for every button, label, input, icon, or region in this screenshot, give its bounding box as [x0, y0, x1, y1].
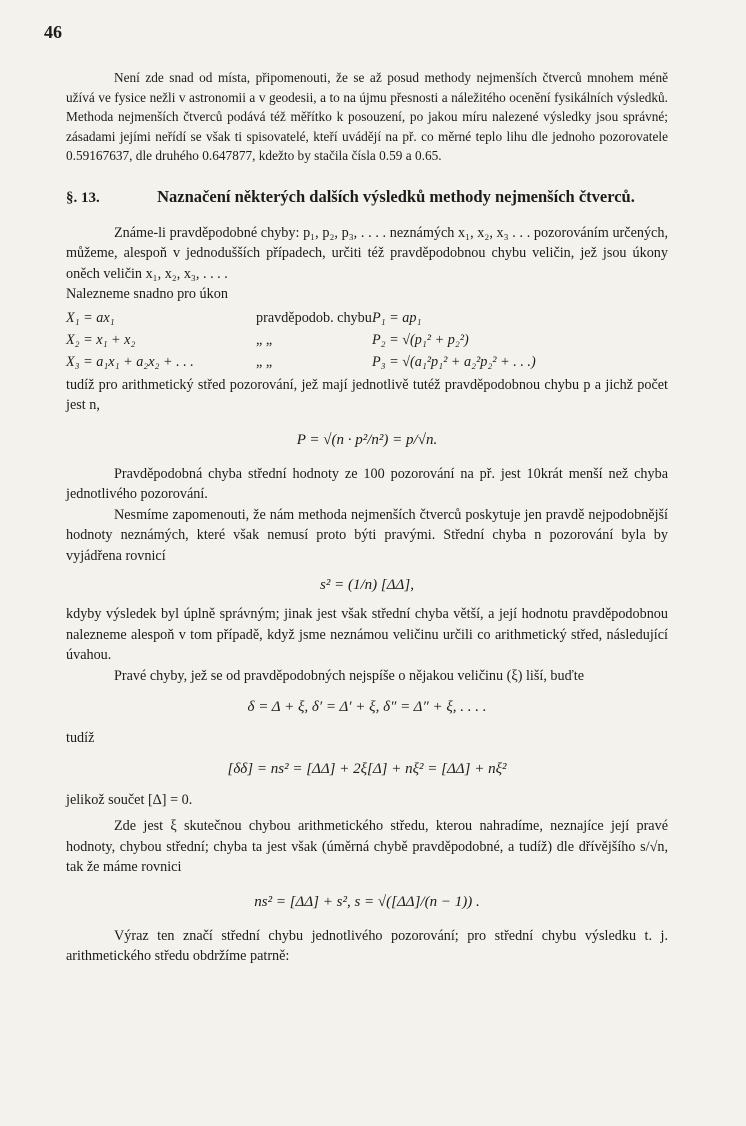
formula-P: P = √(n · p²/n²) = p/√n. [296, 431, 438, 448]
row-label: „ „ [256, 353, 273, 370]
error-expression: P₁ = ap₁ [372, 309, 422, 326]
function-expression: X₂ = x₁ + x₂ [66, 331, 136, 348]
table-row [66, 329, 668, 351]
formula-delta: δ = Δ + ξ, δ′ = Δ′ + ξ, δ″ = Δ″ + ξ, . . . . [247, 699, 487, 716]
formula-final: ns² = [ΔΔ] + s², s = √([ΔΔ]/(n − 1)) . [254, 893, 480, 910]
intro-paragraph: Není zde snad od místa, připomenouti, že se až posud methody nejmenších čtverců mnohem méně užívá ve fysice nežli v astronomii a v geodesii, a to na újmu přesnosti a náležitého ocenění fysikálních výsledků. Methoda nejmenších čtverců podává též měřítko k posouzení, po jakou míru nalezené výsledky jsou správné; zásadami jejími neřídí se však ti spisovatelé, kteří uvádějí na př. co měrné teplo lihu dle jednoho pozorovatele 0.59167637, dle druhého 0.647877, kdežto by stačila čísla 0.59 a 0.65. [66, 70, 668, 164]
paragraph-true-errors: Pravé chyby, jež se od pravděpodobných nejspíše o nějakou veličinu (ξ) liší, buďte [114, 667, 585, 684]
formula-s-squared: s² = (1/n) [ΔΔ], [320, 577, 414, 594]
paragraph-if: kdyby výsledek byl úplně správným; jinak jest však střední chyba větší, a její hodnotu pravděpodobnou nalezneme alespoň v tom případě, když jsme neznámou veličinu určili co arithmetický střed, následující úvahou. [66, 606, 668, 664]
page-number: 46 [44, 22, 62, 42]
section-heading [66, 186, 668, 209]
paragraph-forget: Nesmíme zapomenouti, že nám methoda nejmenších čtverců poskytuje jen pravdě nejpodobnější hodnoty neznámých, které však nemusí proto býti pravými. Střední chyba n pozorování byla by vyjádřena rovnicí [66, 506, 668, 564]
word-thus: tudíž [66, 730, 95, 747]
row-label: pravděpodob. chybu [256, 309, 372, 326]
line-find: Nalezneme snadno pro úkon [66, 286, 228, 303]
paragraph-here: Zde jest ξ skutečnou chybou arithmetického středu, kterou nahradíme, neznajíce její pravé hodnoty, chybou střední; chyba ta jest však (úměrná chybě pravděpodobné, a tudíž) dle dřívějšího s/√n, tak že máme rovnici [66, 818, 668, 876]
section-title: Naznačení některých dalších výsledků methody nejmenších čtverců. [157, 186, 635, 206]
error-expression: P₂ = √(p₁² + p₂²) [372, 331, 469, 348]
table-row [66, 307, 668, 329]
section-number: §. 13. [66, 189, 100, 206]
error-expression: P₃ = √(a₁²p₁² + a₂²p₂² + . . .) [372, 353, 536, 370]
paragraph-thus: tudíž pro arithmetický střed pozorování, jež mají jednotlivě tutéž pravděpodobnou chybu p a jichž počet jest n, [66, 376, 668, 414]
function-expression: X₁ = ax₁ [66, 309, 115, 326]
error-table [66, 307, 668, 373]
table-row [66, 351, 668, 373]
line-since: jelikož součet [Δ] = 0. [66, 792, 193, 809]
row-label: „ „ [256, 331, 273, 348]
formula-sum: [δδ] = ns² = [ΔΔ] + 2ξ[Δ] + nξ² = [ΔΔ] + nξ² [227, 761, 507, 778]
function-expression: X₃ = a₁x₁ + a₂x₂ + . . . [66, 353, 194, 370]
paragraph-known-errors: Známe-li pravděpodobné chyby: p₁, p₂, p₃, . . . . neznámých x₁, x₂, x₃ . . . pozorováním určených, můžeme, alespoň v jednodušších případech, určiti též pravděpodobnou chybu veličin, jež jsou úkony oněch veličin x₁, x₂, x₃, . . . . [66, 224, 668, 282]
paragraph-probable: Pravděpodobná chyba střední hodnoty ze 100 pozorování na př. jest 10krát menší než chyba jednotlivého pozorování. [66, 465, 668, 503]
paragraph-expression: Výraz ten značí střední chybu jednotlivého pozorování; pro střední chybu výsledku t. j. arithmetického středu obdržíme patrně: [66, 927, 668, 965]
